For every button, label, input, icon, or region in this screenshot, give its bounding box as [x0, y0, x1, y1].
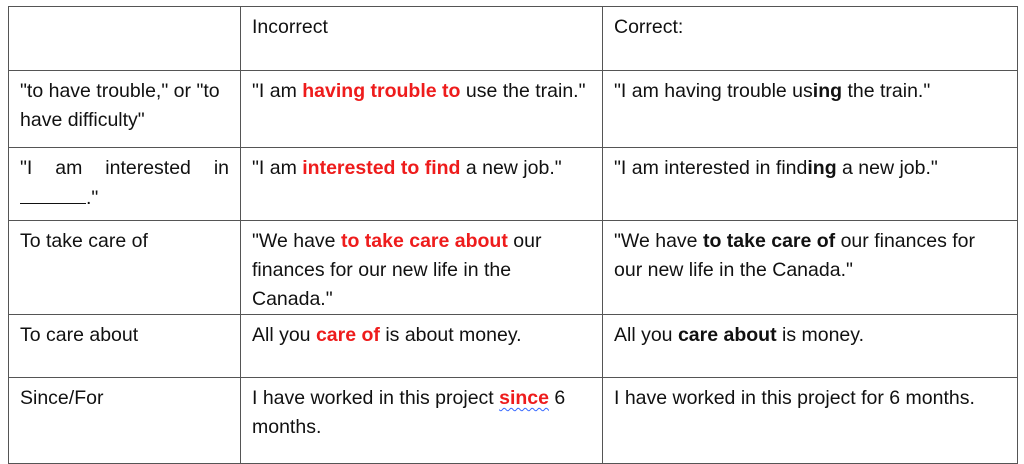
- table-row: [9, 315, 1018, 378]
- incorrect-text: is about money.: [379, 324, 522, 346]
- correct-text: our finances for our new life in the Canada.": [614, 230, 975, 281]
- phrase-cell: [9, 148, 241, 221]
- incorrect-text: our finances for our new life in the Canada.": [252, 230, 542, 310]
- table-row: [9, 148, 1018, 221]
- incorrect-cell: [241, 315, 603, 378]
- incorrect-text: a new job.": [460, 157, 562, 179]
- correct-cell: [603, 71, 1018, 148]
- correct-highlight: ing: [807, 157, 837, 179]
- table-row: [9, 71, 1018, 148]
- header-cell-incorrect: Incorrect: [241, 7, 603, 71]
- incorrect-cell: [241, 71, 603, 148]
- fill-in-blank: [20, 183, 86, 204]
- phrase-cell: Since/For: [9, 378, 241, 464]
- phrase-cell: To take care of: [9, 221, 241, 315]
- header-cell-correct: Correct:: [603, 7, 1018, 71]
- phrase-cell: To care about: [9, 315, 241, 378]
- correct-highlight: ing: [812, 80, 843, 102]
- correct-cell: [603, 221, 1018, 315]
- correct-cell: [603, 148, 1018, 221]
- grammar-comparison-table: [8, 6, 1018, 464]
- correct-text: the train.": [842, 80, 931, 102]
- correct-highlight: to take care of: [702, 230, 836, 252]
- table-row: [9, 378, 1018, 464]
- correct-text: I have worked in this project for 6 months.: [614, 387, 975, 409]
- phrase-cell: "to have trouble," or "to have difficulty": [9, 71, 241, 148]
- incorrect-highlight: since: [499, 387, 549, 409]
- correct-cell: [603, 315, 1018, 378]
- incorrect-highlight: interested to find: [302, 157, 461, 179]
- correct-text: "We have: [614, 230, 703, 252]
- incorrect-cell: [241, 148, 603, 221]
- incorrect-text: "I am: [252, 80, 303, 102]
- incorrect-text: All you: [252, 324, 316, 346]
- incorrect-cell: [241, 221, 603, 315]
- correct-text: is money.: [776, 324, 864, 346]
- correct-text: "I am having trouble us: [614, 80, 813, 102]
- incorrect-text: "I am: [252, 157, 303, 179]
- incorrect-text: use the train.": [460, 80, 586, 102]
- incorrect-cell: [241, 378, 603, 464]
- table-header-row: [9, 7, 1018, 71]
- correct-text: "I am interested in find: [614, 157, 808, 179]
- incorrect-highlight: care of: [315, 324, 380, 346]
- phrase-text: .": [86, 187, 99, 209]
- incorrect-text: 6 months.: [252, 387, 566, 438]
- correct-text: All you: [614, 324, 678, 346]
- header-cell-phrase: [9, 7, 241, 71]
- incorrect-highlight: having trouble to: [302, 80, 461, 102]
- correct-highlight: care about: [677, 324, 777, 346]
- incorrect-text: I have worked in this project: [252, 387, 500, 409]
- table-row: [9, 221, 1018, 315]
- correct-cell: [603, 378, 1018, 464]
- incorrect-text: "We have: [252, 230, 341, 252]
- correct-text: a new job.": [836, 157, 938, 179]
- incorrect-highlight: to take care about: [340, 230, 508, 252]
- phrase-text: "I am interested in: [20, 157, 229, 179]
